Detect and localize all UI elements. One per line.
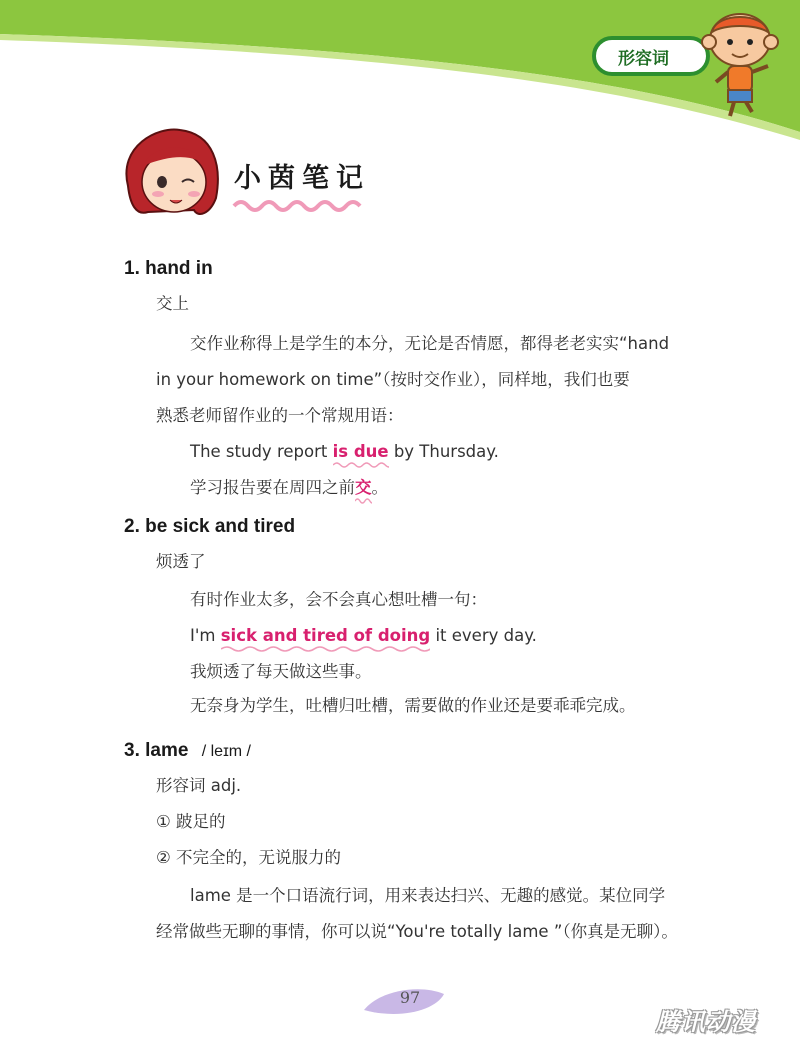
item-number: 3. [124, 740, 140, 761]
item-2-para-line-1: 有时作业太多，会不会真心想吐槽一句： [190, 590, 487, 609]
girl-avatar-icon [118, 126, 222, 222]
example-text: by Thursday. [388, 442, 499, 461]
item-3-para-line-1: lame 是一个口语流行词，用来表达扫兴、无趣的感觉。某位同学 [190, 886, 666, 905]
notes-title: 小茵笔记 [234, 163, 370, 194]
highlighted-phrase [221, 626, 430, 645]
item-phonetic: / leɪm / [201, 743, 251, 760]
wave-underline [355, 497, 372, 505]
item-1-heading [124, 258, 213, 280]
example-text: The study report [190, 442, 333, 461]
item-2-example-en [190, 624, 537, 648]
highlighted-text: 交 [355, 478, 372, 497]
item-1-meaning: 交上 [156, 294, 189, 313]
item-2-meaning: 烦透了 [156, 552, 206, 571]
cartoon-boy-icon [690, 8, 790, 120]
wave-underline [333, 461, 389, 469]
item-phrase: lame [145, 740, 189, 761]
item-2-example-cn: 我烦透了每天做这些事。 [190, 662, 372, 681]
wave-underline [221, 645, 430, 653]
item-1-example-cn [190, 476, 388, 500]
item-1-example-en [190, 440, 499, 464]
highlighted-phrase [333, 442, 389, 461]
item-3-meaning: 形容词 adj. [156, 776, 242, 795]
item-3-heading [124, 740, 251, 762]
watermark: 腾讯动漫 [656, 1008, 756, 1036]
item-phrase: be sick and tired [145, 516, 296, 537]
item-number: 1. [124, 258, 140, 279]
item-3-para-line-2: 经常做些无聊的事情，你可以说“You're totally lame ”（你真是无聊）。 [156, 922, 678, 941]
page-number: 97 [399, 988, 421, 1007]
title-squiggle [232, 196, 362, 214]
item-3-sense-2: ② 不完全的，无说服力的 [156, 848, 342, 867]
highlighted-text: sick and tired of doing [220, 626, 431, 645]
item-number: 2. [124, 516, 140, 537]
section-tag-label: 形容词 [618, 48, 669, 69]
example-text: I'm [190, 626, 221, 645]
item-phrase: hand in [145, 258, 213, 279]
item-2-heading [124, 516, 295, 538]
highlighted-phrase [355, 478, 372, 497]
example-text: 。 [371, 478, 388, 497]
example-text: it every day. [430, 626, 537, 645]
item-3-sense-1: ① 跛足的 [156, 812, 226, 831]
item-1-para-line-1: 交作业称得上是学生的本分，无论是否情愿，都得老老实实“hand [190, 334, 670, 353]
example-text: 学习报告要在周四之前 [190, 478, 355, 497]
item-1-para-line-2: in your homework on time”（按时交作业），同样地，我们也要 [156, 370, 630, 389]
highlighted-text: is due [332, 442, 389, 461]
item-1-para-line-3: 熟悉老师留作业的一个常规用语： [156, 406, 404, 425]
item-2-para-line-2: 无奈身为学生，吐槽归吐槽，需要做的作业还是要乖乖完成。 [190, 696, 636, 715]
